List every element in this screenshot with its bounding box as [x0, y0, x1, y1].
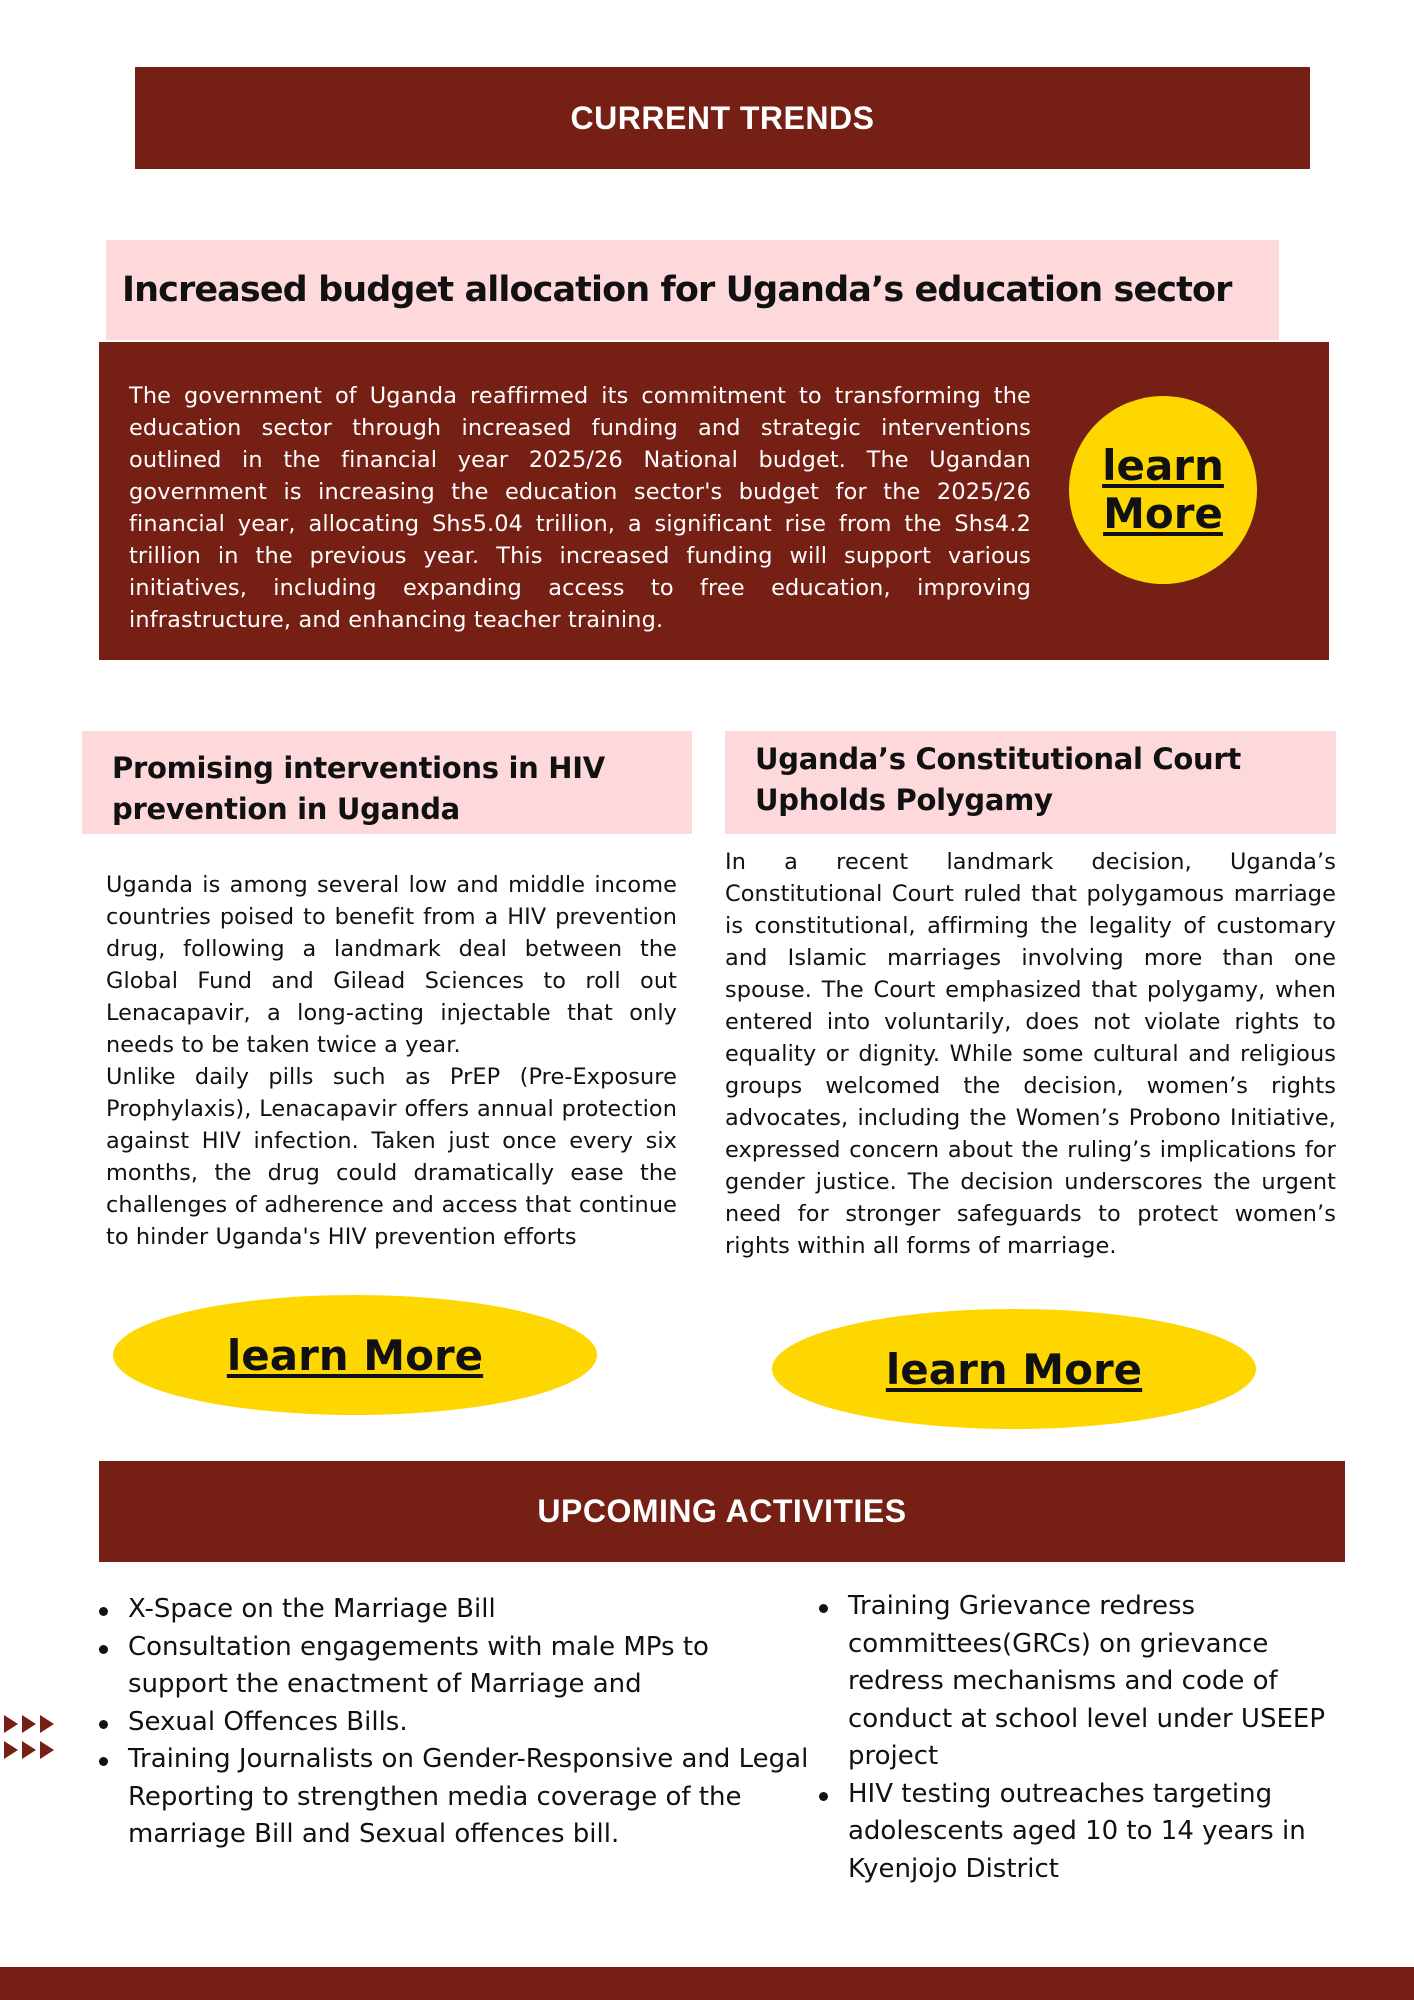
hiv-story-title-text: Promising interventions in HIV prevention in Uganda	[112, 751, 605, 826]
hiv-story-body	[106, 869, 677, 1253]
upcoming-activities-right-list	[817, 1588, 1347, 1888]
hiv-story-paragraph-2: Unlike daily pills such as PrEP (Pre-Exposure Prophylaxis), Lenacapavir offers annual protection against HIV infection. Taken just once every six months, the drug could dramatically ease the challenges of adherence and access that continue to hinder Uganda's HIV prevention efforts	[106, 1064, 677, 1250]
upcoming-activities-heading: UPCOMING ACTIVITIES	[537, 1493, 907, 1529]
court-story-body: In a recent landmark decision, Uganda’s Constitutional Court ruled that polygamous marriage is constitutional, affirming the legality of customary and Islamic marriages involving more than one spouse. The Court emphasized that polygamy, when entered into voluntarily, does not violate rights to equality or dignity. While some cultural and religious groups welcomed the decision, women’s rights advocates, including the Women’s Probono Initiative, expressed concern about the ruling’s implications for gender justice. The decision underscores the urgent need for stronger safeguards to protect women’s rights within all forms of marriage.	[725, 849, 1336, 1259]
lead-story-body: The government of Uganda reaffirmed its commitment to transforming the education sector through increased funding and strategic interventions outlined in the financial year 2025/26 National budget. The Ugandan government is increasing the education sector's budget for the 2025/26 financial year, allocating Shs5.04 trillion, a significant rise from the Shs4.2 trillion in the previous year. This increased funding will support various initiatives, including expanding access to free education, improving infrastructure, and enhancing teacher training.	[129, 383, 1031, 633]
lead-story-title	[106, 240, 1279, 340]
court-learn-more-label: learn More	[885, 1344, 1143, 1394]
list-item: HIV testing outreaches targeting adolescents aged 10 to 14 years in Kyenjojo District	[817, 1776, 1347, 1889]
current-trends-banner	[135, 67, 1310, 169]
hiv-learn-more-button[interactable]	[113, 1295, 597, 1415]
hiv-learn-more-label: learn More	[226, 1330, 484, 1380]
upcoming-activities-banner	[99, 1461, 1345, 1562]
court-story-title-text: Uganda’s Constitutional Court Upholds Polygamy	[755, 742, 1241, 817]
list-item: Sexual Offences Bills.	[97, 1704, 809, 1742]
list-item: Consultation engagements with male MPs to support the enactment of Marriage and	[97, 1629, 809, 1704]
list-item: Training Journalists on Gender-Responsive and Legal Reporting to strengthen media coverage of the marriage Bill and Sexual offences bill.	[97, 1741, 809, 1854]
current-trends-heading: CURRENT TRENDS	[570, 99, 875, 136]
upcoming-activities-left-list	[97, 1591, 809, 1854]
hiv-story-title	[82, 731, 692, 834]
footer-bar	[0, 1967, 1414, 2000]
lead-learn-more-label-1: learn	[1102, 441, 1224, 490]
list-item: Training Grievance redress committees(GRCs) on grievance redress mechanisms and code of conduct at school level under USEEP project	[817, 1588, 1347, 1776]
court-learn-more-button[interactable]	[772, 1309, 1256, 1429]
lead-learn-more-button[interactable]	[1069, 396, 1257, 584]
list-item: X-Space on the Marriage Bill	[97, 1591, 809, 1629]
lead-learn-more-label-2: More	[1103, 489, 1223, 538]
lead-story-title-text: Increased budget allocation for Uganda’s education sector	[122, 270, 1232, 310]
hiv-story-paragraph-1: Uganda is among several low and middle income countries poised to benefit from a HIV prevention drug, following a landmark deal between the Global Fund and Gilead Sciences to roll out Lenacapavir, a long-acting injectable that only needs to be taken twice a year.	[106, 872, 677, 1058]
arrow-decoration-icon	[4, 1711, 64, 1763]
court-story-title	[725, 731, 1336, 834]
